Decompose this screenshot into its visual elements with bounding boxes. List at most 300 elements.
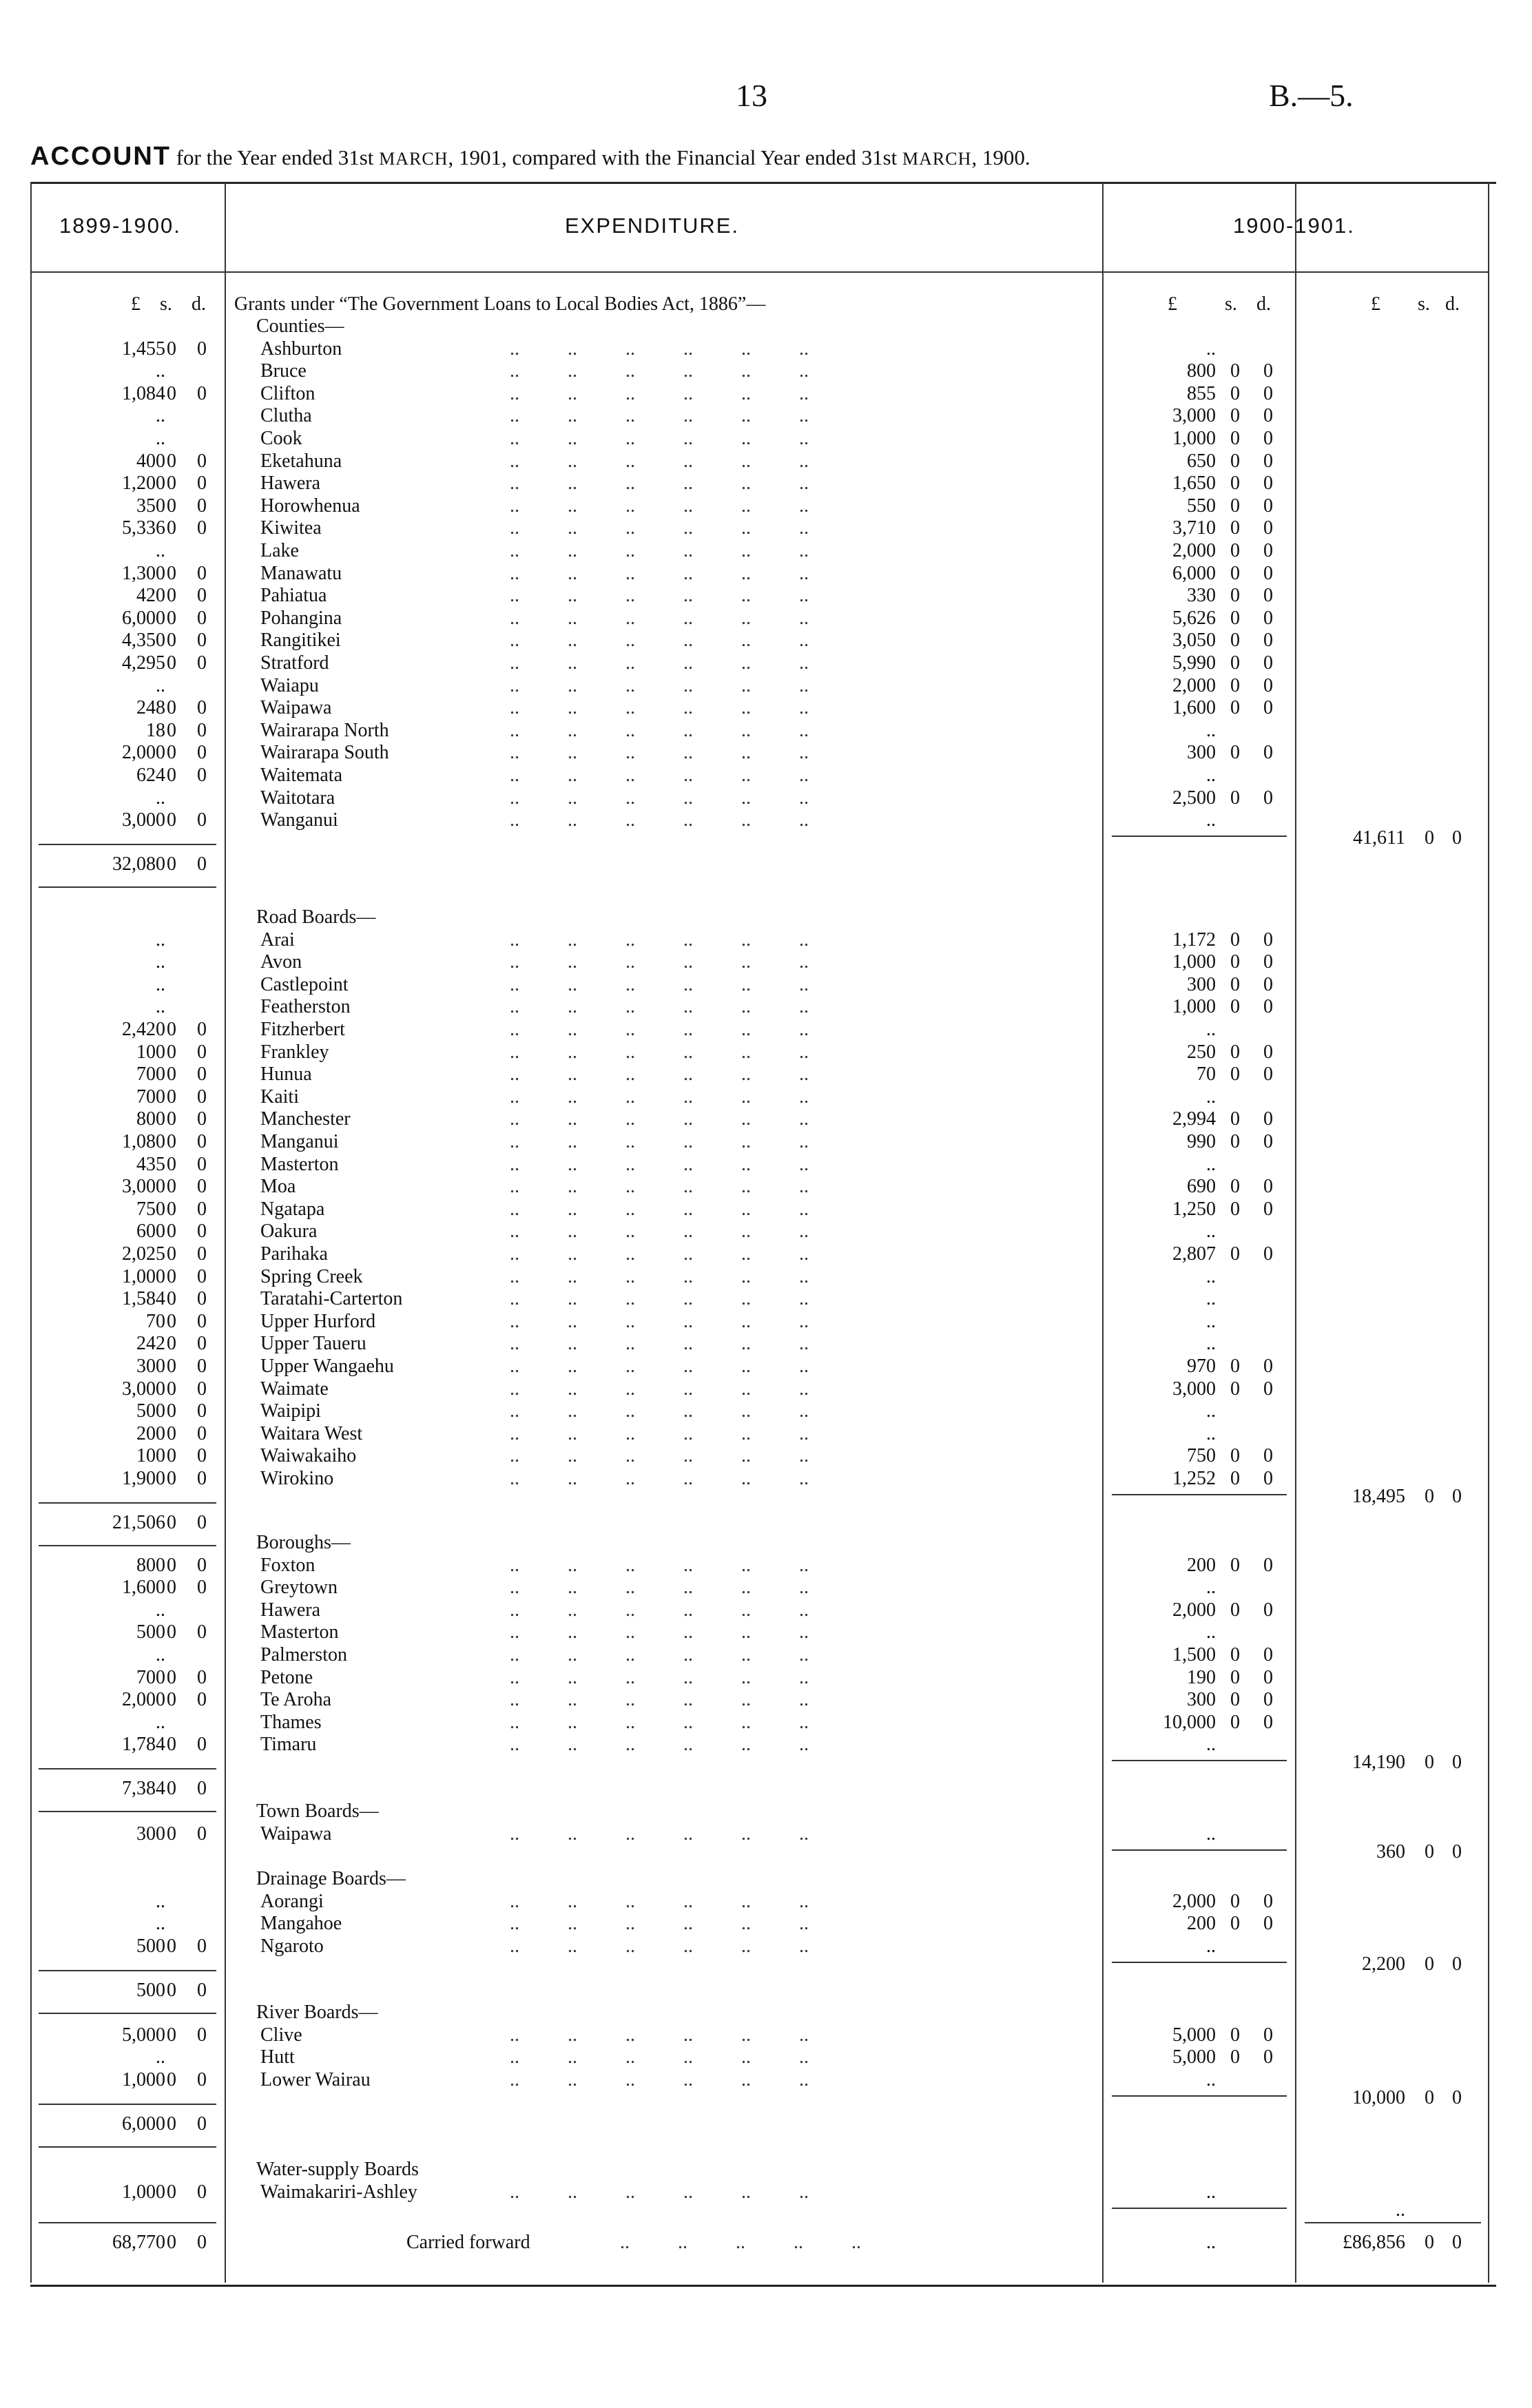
account-title: [30, 142, 1031, 172]
row-prev-shillings: 0: [167, 630, 176, 652]
current-subtotal-rule: [1112, 1494, 1287, 1495]
rule-between-current-columns: [1295, 182, 1296, 2283]
group-total-shillings: 0: [1425, 1752, 1434, 1774]
rule-right-edge: [1488, 182, 1489, 2283]
row-name: Waitemata: [260, 765, 343, 786]
row-prev-shillings: 0: [167, 1086, 176, 1108]
prev-shilling-label: s.: [160, 293, 172, 315]
row-prev-amount: 700: [136, 1063, 165, 1086]
cur-pound-label: £: [1168, 293, 1177, 315]
row-cur-amount: 2,500: [1172, 787, 1216, 809]
leader-dots: .. .. .. .. .. ..: [510, 405, 809, 427]
row-cur-pence: 0: [1263, 697, 1273, 719]
row-name: Ashburton: [260, 338, 342, 360]
group-prev-subtotal-shillings: 0: [167, 1979, 176, 2001]
row-cur-pence: 0: [1263, 1445, 1273, 1467]
row-prev-shillings: 0: [167, 562, 176, 584]
group-total: 41,611: [1353, 827, 1405, 849]
row-cur-amount: ..: [1206, 2068, 1216, 2090]
row-prev-shillings: 0: [167, 1063, 176, 1086]
row-prev-pence: 0: [197, 719, 207, 741]
row-prev-shillings: 0: [167, 1823, 176, 1845]
prev-subtotal-rule-bottom: [39, 2146, 216, 2148]
group-total: 14,190: [1352, 1752, 1405, 1774]
row-prev-amount: 800: [136, 1554, 165, 1576]
row-cur-amount: 1,000: [1172, 951, 1216, 973]
group-total-shillings: 0: [1425, 827, 1434, 849]
leader-dots: .. .. .. .. .. ..: [510, 1221, 809, 1243]
document-reference: B.—5.: [1269, 78, 1354, 113]
row-cur-shillings: 0: [1230, 1711, 1240, 1733]
row-prev-pence: 0: [197, 562, 207, 584]
group-prev-subtotal-shillings: 0: [167, 1512, 176, 1533]
row-prev-pence: 0: [197, 1734, 207, 1756]
prev-subtotal-rule-top: [39, 1970, 216, 1971]
row-prev-pence: 0: [197, 1554, 207, 1576]
leader-dots: .. .. .. .. .. ..: [510, 607, 809, 629]
page-number: 13: [736, 78, 767, 113]
row-cur-shillings: 0: [1230, 1666, 1240, 1688]
row-name: Stratford: [260, 652, 329, 674]
row-cur-shillings: 0: [1230, 742, 1240, 764]
leader-dots: .. .. .. .. .. ..: [510, 630, 809, 652]
row-cur-amount: 550: [1187, 495, 1216, 517]
row-cur-amount: ..: [1206, 338, 1216, 360]
row-name: Wanganui: [260, 809, 338, 831]
row-cur-pence: 0: [1263, 1378, 1273, 1400]
rule-left-edge: [30, 182, 32, 2283]
row-cur-amount: ..: [1206, 1400, 1216, 1422]
row-prev-amount: 242: [136, 1333, 165, 1355]
row-cur-shillings: 0: [1230, 428, 1240, 449]
row-prev-amount: 800: [136, 1108, 165, 1130]
row-prev-shillings: 0: [167, 765, 176, 786]
prev-pence-label: d.: [192, 293, 206, 315]
group-heading: River Boards—: [256, 2002, 378, 2023]
leader-dots: .. .. .. .. .. ..: [510, 928, 809, 951]
row-prev-amount: ..: [156, 996, 165, 1018]
row-cur-shillings: 0: [1230, 1131, 1240, 1152]
row-prev-pence: 0: [197, 1243, 207, 1265]
row-cur-shillings: 0: [1230, 562, 1240, 584]
row-cur-amount: 300: [1187, 1689, 1216, 1711]
row-prev-pence: 0: [197, 1198, 207, 1220]
row-cur-pence: 0: [1263, 928, 1273, 951]
row-prev-shillings: 0: [167, 742, 176, 764]
grants-heading: Grants under “The Government Loans to Local Bodies Act, 1886”—: [234, 293, 766, 315]
row-prev-pence: 0: [197, 1063, 207, 1086]
row-cur-shillings: 0: [1230, 787, 1240, 809]
row-cur-amount: 1,000: [1172, 428, 1216, 449]
row-cur-amount: 2,000: [1172, 1890, 1216, 1912]
row-prev-amount: 5,336: [122, 517, 165, 539]
row-prev-amount: 2,000: [122, 742, 165, 764]
row-prev-shillings: 0: [167, 607, 176, 629]
row-name: Upper Hurford: [260, 1310, 376, 1332]
row-cur-amount: 3,000: [1172, 405, 1216, 427]
row-prev-amount: 2,025: [122, 1243, 165, 1265]
row-cur-pence: 0: [1263, 1176, 1273, 1198]
row-prev-amount: 100: [136, 1445, 165, 1467]
row-cur-pence: 0: [1263, 473, 1273, 495]
leader-dots: .. .. .. .. .. ..: [510, 2046, 809, 2068]
row-cur-shillings: 0: [1230, 1689, 1240, 1711]
group-total-shillings: 0: [1425, 1840, 1434, 1862]
row-name: Hunua: [260, 1063, 312, 1086]
row-prev-shillings: 0: [167, 1041, 176, 1063]
group-prev-subtotal: 6,000: [122, 2113, 165, 2135]
prev-subtotal-rule-bottom: [39, 886, 216, 888]
row-cur-shillings: 0: [1230, 674, 1240, 696]
row-name: Arai: [260, 928, 295, 951]
leader-dots: .. .. .. .. ..: [620, 2232, 861, 2253]
row-name: Horowhenua: [260, 495, 360, 517]
leader-dots: .. .. .. .. .. ..: [510, 1265, 809, 1287]
leader-dots: .. .. .. .. .. ..: [510, 1890, 809, 1912]
carried-forward-total: £86,856: [1343, 2232, 1405, 2253]
row-prev-pence: 0: [197, 1288, 207, 1310]
account-title-month1: MARCH: [379, 149, 448, 169]
group-heading: Drainage Boards—: [256, 1868, 406, 1889]
row-name: Wirokino: [260, 1468, 334, 1489]
leader-dots: .. .. .. .. .. ..: [510, 2068, 809, 2090]
current-subtotal-rule: [1112, 2208, 1287, 2209]
leader-dots: .. .. .. .. .. ..: [510, 1599, 809, 1621]
row-cur-pence: 0: [1263, 540, 1273, 561]
row-prev-shillings: 0: [167, 652, 176, 674]
row-prev-amount: 1,084: [122, 382, 165, 404]
row-name: Petone: [260, 1666, 313, 1688]
row-cur-amount: 2,000: [1172, 540, 1216, 561]
row-name: Taratahi-Carterton: [260, 1288, 403, 1310]
group-heading: Road Boards—: [256, 906, 376, 928]
row-cur-amount: 650: [1187, 450, 1216, 472]
row-cur-shillings: 0: [1230, 996, 1240, 1018]
leader-dots: .. .. .. .. .. ..: [510, 1422, 809, 1444]
current-subtotal-rule: [1112, 1962, 1287, 1963]
row-name: Waipawa: [260, 1823, 332, 1845]
row-cur-pence: 0: [1263, 1468, 1273, 1489]
row-cur-pence: 0: [1263, 1356, 1273, 1377]
leader-dots: .. .. .. .. .. ..: [510, 787, 809, 809]
leader-dots: .. .. .. .. .. ..: [510, 1644, 809, 1665]
row-cur-amount: 300: [1187, 973, 1216, 995]
row-prev-amount: 350: [136, 495, 165, 517]
row-name: Waimate: [260, 1378, 329, 1400]
row-prev-shillings: 0: [167, 1621, 176, 1643]
leader-dots: .. .. .. .. .. ..: [510, 1131, 809, 1152]
group-prev-subtotal-shillings: 0: [167, 1778, 176, 1800]
row-cur-amount: 5,000: [1172, 2024, 1216, 2046]
row-cur-amount: ..: [1206, 1935, 1216, 1957]
row-cur-amount: ..: [1206, 1823, 1216, 1845]
row-name: Manawatu: [260, 562, 342, 584]
row-name: Cook: [260, 428, 302, 449]
row-cur-amount: 1,252: [1172, 1468, 1216, 1489]
row-cur-amount: ..: [1206, 809, 1216, 831]
row-prev-amount: 1,080: [122, 1131, 165, 1152]
row-prev-pence: 0: [197, 382, 207, 404]
row-name: Upper Taueru: [260, 1333, 366, 1355]
leader-dots: .. .. .. .. .. ..: [510, 1288, 809, 1310]
leader-dots: .. .. .. .. .. ..: [510, 1086, 809, 1108]
row-cur-shillings: 0: [1230, 1198, 1240, 1220]
row-cur-amount: 10,000: [1163, 1711, 1216, 1733]
row-name: Timaru: [260, 1734, 317, 1756]
row-name: Waimakariri-Ashley: [260, 2181, 417, 2203]
row-name: Foxton: [260, 1554, 315, 1576]
row-cur-amount: 970: [1187, 1356, 1216, 1377]
row-prev-amount: 4,295: [122, 652, 165, 674]
row-cur-shillings: 0: [1230, 2024, 1240, 2046]
row-cur-shillings: 0: [1230, 1913, 1240, 1935]
row-cur-amount: 330: [1187, 585, 1216, 607]
row-prev-pence: 0: [197, 1666, 207, 1688]
carried-forward-total-pence: 0: [1452, 2232, 1462, 2253]
row-cur-amount: ..: [1206, 1221, 1216, 1243]
row-prev-pence: 0: [197, 1935, 207, 1957]
row-prev-amount: 1,000: [122, 2181, 165, 2203]
group-prev-subtotal-shillings: 0: [167, 853, 176, 875]
row-cur-shillings: 0: [1230, 951, 1240, 973]
leader-dots: .. .. .. .. .. ..: [510, 1935, 809, 1957]
row-cur-pence: 0: [1263, 2046, 1273, 2068]
row-prev-amount: ..: [156, 973, 165, 995]
leader-dots: .. .. .. .. .. ..: [510, 1577, 809, 1599]
row-cur-amount: ..: [1206, 1577, 1216, 1599]
row-name: Rangitikei: [260, 630, 341, 652]
row-name: Hutt: [260, 2046, 295, 2068]
row-cur-amount: 3,710: [1172, 517, 1216, 539]
prev-subtotal-rule-top: [39, 2104, 216, 2105]
row-prev-amount: 600: [136, 1221, 165, 1243]
row-cur-amount: 800: [1187, 360, 1216, 382]
row-prev-amount: 500: [136, 1935, 165, 1957]
row-cur-amount: 70: [1197, 1063, 1216, 1086]
row-name: Frankley: [260, 1041, 329, 1063]
row-prev-pence: 0: [197, 1445, 207, 1467]
row-name: Thames: [260, 1711, 322, 1733]
leader-dots: .. .. .. .. .. ..: [510, 973, 809, 995]
row-prev-pence: 0: [197, 1131, 207, 1152]
row-prev-amount: 700: [136, 1086, 165, 1108]
row-cur-shillings: 0: [1230, 1644, 1240, 1665]
account-title-lead: ACCOUNT: [30, 142, 171, 171]
row-prev-amount: 300: [136, 1823, 165, 1845]
row-name: Lower Wairau: [260, 2068, 371, 2090]
row-name: Eketahuna: [260, 450, 342, 472]
prev-subtotal-rule-bottom: [39, 2013, 216, 2014]
leader-dots: .. .. .. .. .. ..: [510, 562, 809, 584]
row-cur-amount: 5,626: [1172, 607, 1216, 629]
group-total: 360: [1376, 1840, 1405, 1862]
carried-forward-prev-shillings: 0: [167, 2232, 176, 2253]
row-prev-amount: ..: [156, 928, 165, 951]
row-prev-amount: ..: [156, 1599, 165, 1621]
row-cur-shillings: 0: [1230, 1063, 1240, 1086]
row-name: Wairarapa South: [260, 742, 389, 764]
row-prev-amount: 750: [136, 1198, 165, 1220]
carried-forward-total-shillings: 0: [1425, 2232, 1434, 2253]
group-total-pence: 0: [1452, 1840, 1462, 1862]
row-cur-pence: 0: [1263, 1063, 1273, 1086]
row-prev-pence: 0: [197, 1086, 207, 1108]
row-name: Parihaka: [260, 1243, 328, 1265]
leader-dots: .. .. .. .. .. ..: [510, 1243, 809, 1265]
carried-forward-current: ..: [1206, 2232, 1216, 2253]
group-total-shillings: 0: [1425, 1486, 1434, 1507]
current-subtotal-rule: [1112, 2095, 1287, 2097]
row-prev-amount: ..: [156, 1913, 165, 1935]
row-cur-pence: 0: [1263, 1198, 1273, 1220]
row-prev-shillings: 0: [167, 1108, 176, 1130]
rule-after-expenditure: [1102, 182, 1104, 2283]
row-cur-amount: ..: [1206, 2181, 1216, 2203]
row-prev-shillings: 0: [167, 719, 176, 741]
row-name: Waiwakaiho: [260, 1445, 357, 1467]
row-cur-pence: 0: [1263, 1554, 1273, 1576]
row-prev-pence: 0: [197, 1422, 207, 1444]
row-cur-shillings: 0: [1230, 450, 1240, 472]
row-cur-pence: 0: [1263, 382, 1273, 404]
row-prev-amount: 435: [136, 1153, 165, 1175]
total-pence-label: d.: [1445, 293, 1460, 315]
row-cur-amount: 1,000: [1172, 996, 1216, 1018]
prev-subtotal-rule-bottom: [39, 1545, 216, 1546]
leader-dots: .. .. .. .. .. ..: [510, 1310, 809, 1332]
row-cur-shillings: 0: [1230, 652, 1240, 674]
group-heading: Water-supply Boards: [256, 2159, 419, 2180]
group-prev-subtotal-shillings: 0: [167, 2113, 176, 2135]
row-prev-amount: 18: [146, 719, 165, 741]
row-name: Wairarapa North: [260, 719, 389, 741]
row-prev-amount: 420: [136, 585, 165, 607]
prev-subtotal-rule-top: [39, 1768, 216, 1769]
row-name: Manchester: [260, 1108, 351, 1130]
row-cur-amount: 990: [1187, 1131, 1216, 1152]
group-total: 2,200: [1362, 1953, 1405, 1975]
row-cur-shillings: 0: [1230, 973, 1240, 995]
row-prev-amount: ..: [156, 405, 165, 427]
header-underline: [30, 271, 1488, 273]
row-prev-pence: 0: [197, 2068, 207, 2090]
row-prev-amount: 5,000: [122, 2024, 165, 2046]
row-prev-pence: 0: [197, 2181, 207, 2203]
leader-dots: .. .. .. .. .. ..: [510, 1333, 809, 1355]
prev-subtotal-rule-top: [39, 844, 216, 845]
row-cur-shillings: 0: [1230, 1599, 1240, 1621]
row-prev-amount: 1,600: [122, 1577, 165, 1599]
row-name: Clifton: [260, 382, 315, 404]
group-heading: Counties—: [256, 315, 344, 337]
row-prev-amount: ..: [156, 1711, 165, 1733]
row-prev-shillings: 0: [167, 1356, 176, 1377]
row-name: Bruce: [260, 360, 307, 382]
leader-dots: .. .. .. .. .. ..: [510, 1019, 809, 1040]
row-cur-shillings: 0: [1230, 1041, 1240, 1063]
carried-forward-prev: 68,770: [112, 2232, 165, 2253]
row-prev-pence: 0: [197, 495, 207, 517]
leader-dots: .. .. .. .. .. ..: [510, 1176, 809, 1198]
row-name: Aorangi: [260, 1890, 324, 1912]
row-prev-shillings: 0: [167, 1400, 176, 1422]
row-name: Palmerston: [260, 1644, 347, 1665]
row-prev-pence: 0: [197, 450, 207, 472]
row-cur-pence: 0: [1263, 674, 1273, 696]
row-prev-amount: 248: [136, 697, 165, 719]
row-cur-amount: 2,000: [1172, 1599, 1216, 1621]
row-prev-shillings: 0: [167, 1310, 176, 1332]
account-title-post: , 1900.: [971, 145, 1031, 169]
group-total: ..: [1396, 2199, 1405, 2221]
row-prev-amount: 3,000: [122, 1378, 165, 1400]
row-prev-amount: 4,350: [122, 630, 165, 652]
leader-dots: .. .. .. .. .. ..: [510, 1400, 809, 1422]
row-cur-shillings: 0: [1230, 1243, 1240, 1265]
group-total-shillings: 0: [1425, 2086, 1434, 2108]
row-cur-pence: 0: [1263, 450, 1273, 472]
row-name: Mangahoe: [260, 1913, 342, 1935]
header-current-year: 1900-1901.: [1233, 214, 1355, 238]
row-prev-pence: 0: [197, 607, 207, 629]
account-title-pre: for the Year ended 31st: [176, 145, 374, 169]
row-cur-amount: 3,000: [1172, 1378, 1216, 1400]
row-name: Manganui: [260, 1131, 339, 1152]
row-name: Spring Creek: [260, 1265, 363, 1287]
row-prev-pence: 0: [197, 630, 207, 652]
leader-dots: .. .. .. .. .. ..: [510, 1198, 809, 1220]
leader-dots: .. .. .. .. .. ..: [510, 697, 809, 719]
leader-dots: .. .. .. .. .. ..: [510, 809, 809, 831]
prev-pound-label: £: [131, 293, 141, 315]
row-prev-pence: 0: [197, 1265, 207, 1287]
leader-dots: .. .. .. .. .. ..: [510, 338, 809, 360]
row-cur-shillings: 0: [1230, 2046, 1240, 2068]
leader-dots: .. .. .. .. .. ..: [510, 540, 809, 561]
row-cur-amount: 1,172: [1172, 928, 1216, 951]
current-subtotal-rule: [1112, 1760, 1287, 1761]
row-cur-shillings: 0: [1230, 1176, 1240, 1198]
group-total-pence: 0: [1452, 1752, 1462, 1774]
row-cur-shillings: 0: [1230, 540, 1240, 561]
row-prev-pence: 0: [197, 473, 207, 495]
prev-subtotal-rule-bottom: [39, 1811, 216, 1812]
group-total: 10,000: [1352, 2086, 1405, 2108]
row-prev-pence: 0: [197, 1823, 207, 1845]
row-name: Greytown: [260, 1577, 338, 1599]
row-name: Pahiatua: [260, 585, 327, 607]
row-cur-amount: 2,994: [1172, 1108, 1216, 1130]
row-name: Te Aroha: [260, 1689, 332, 1711]
row-cur-shillings: 0: [1230, 585, 1240, 607]
row-prev-amount: 300: [136, 1356, 165, 1377]
row-prev-shillings: 0: [167, 1935, 176, 1957]
row-prev-pence: 0: [197, 1378, 207, 1400]
leader-dots: .. .. .. .. .. ..: [510, 1666, 809, 1688]
group-prev-subtotal: 7,384: [122, 1778, 165, 1800]
row-name: Pohangina: [260, 607, 342, 629]
row-prev-pence: 0: [197, 1153, 207, 1175]
leader-dots: .. .. .. .. .. ..: [510, 360, 809, 382]
leader-dots: .. .. .. .. .. ..: [510, 1734, 809, 1756]
row-cur-pence: 0: [1263, 1711, 1273, 1733]
row-cur-shillings: 0: [1230, 697, 1240, 719]
group-total-pence: 0: [1452, 2086, 1462, 2108]
carried-forward-label: Carried forward: [406, 2232, 530, 2253]
leader-dots: .. .. .. .. .. ..: [510, 1689, 809, 1711]
row-cur-pence: 0: [1263, 1666, 1273, 1688]
row-prev-amount: ..: [156, 787, 165, 809]
